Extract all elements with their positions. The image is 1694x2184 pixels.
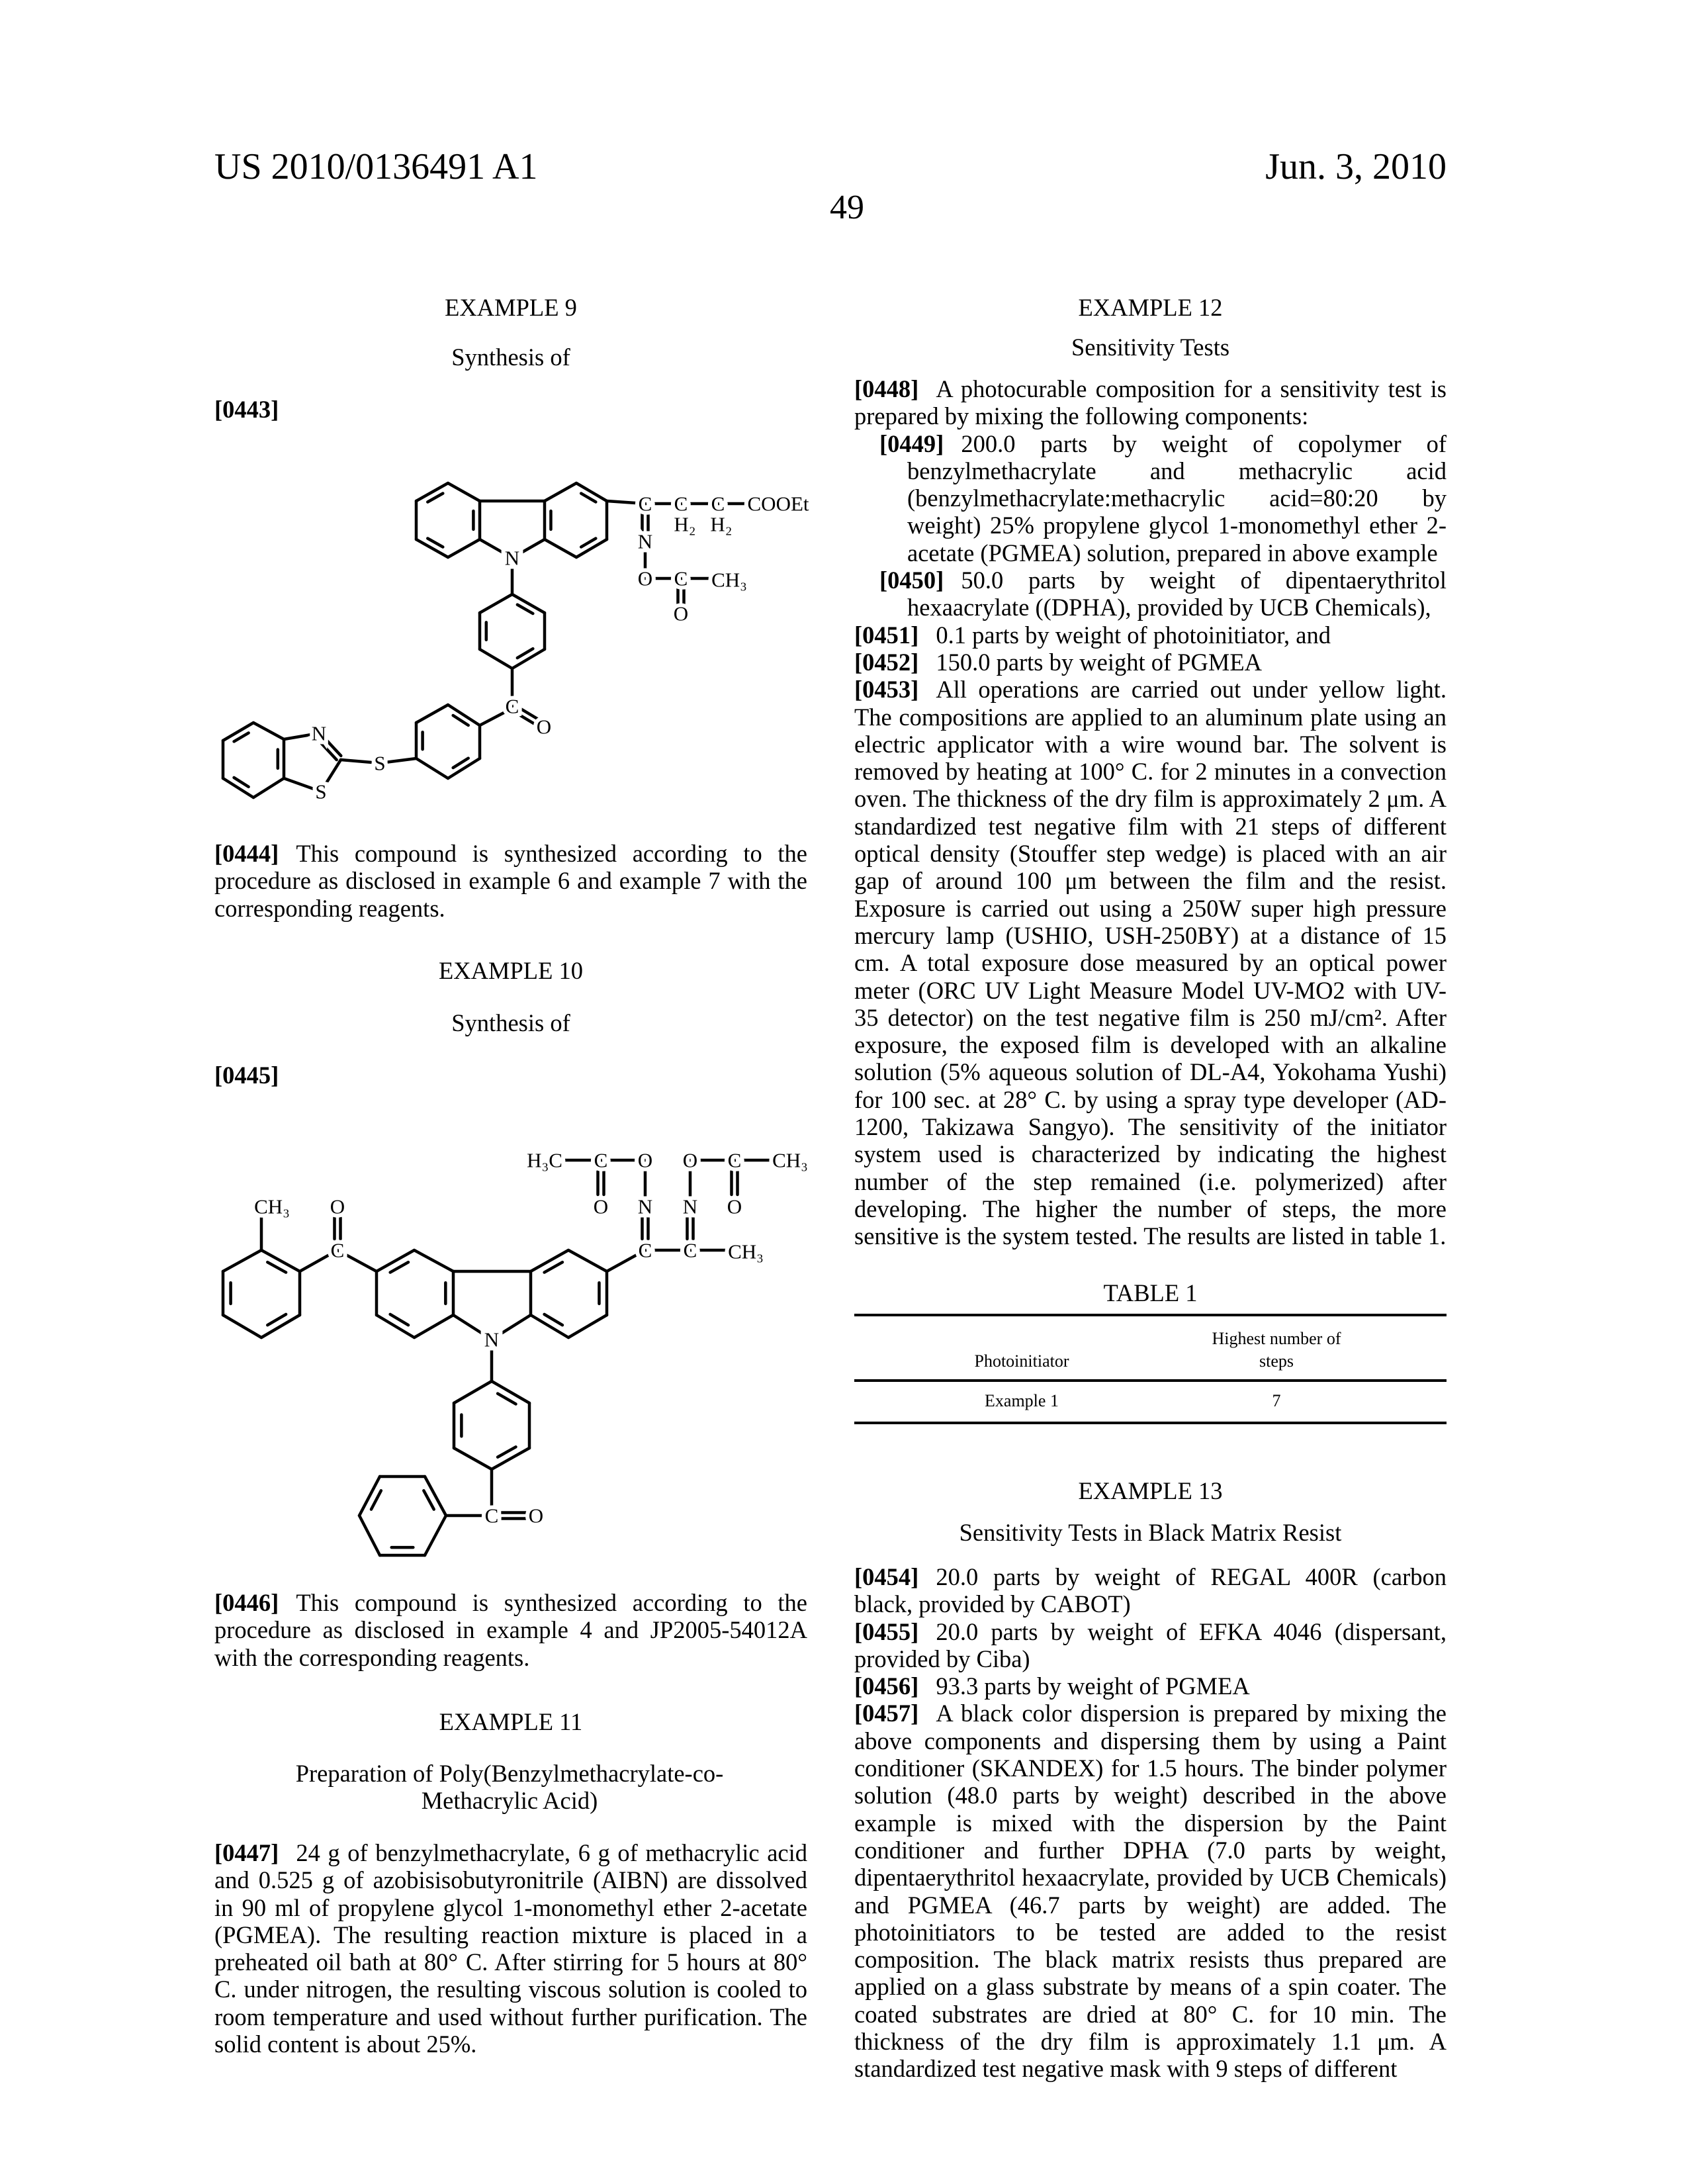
paragraph-number: [0454] [854,1563,918,1590]
patent-number: US 2010/0136491 A1 [214,146,538,188]
table-cell-photoinitiator: Example 1 [922,1390,1121,1412]
atom-label: O [529,1504,543,1527]
atom-label: O [594,1195,608,1218]
table-header-photoinitiator: Photoinitiator [922,1350,1121,1373]
atom-label: C [674,492,688,516]
atom-label: COOEt [748,492,809,516]
atom-label: O [683,1149,697,1172]
example-12-subtitle: Sensitivity Tests [854,334,1447,361]
atom-label: H₂ [710,513,732,536]
ring-bond [480,649,512,668]
atom-label: S [315,780,326,803]
atom-label: O [638,567,652,590]
chemical-structures [0,0,1694,2184]
ring-bond [454,1448,492,1469]
example-10-subtitle: Synthesis of [214,1009,807,1036]
paragraph-number: [0455] [854,1618,918,1645]
ring-bond [223,1315,261,1338]
atom-label: C [639,492,652,516]
paragraph-number: [0444] [214,840,279,867]
paragraph-text: 24 g of benzylmethacrylate, 6 g of methacrylic acid and 0.525 g of azobisisobutyronitrile (AIBN) are dissolved in 90 ml of propylene glycol 1-monomethyl ether 2-acetate (PGMEA). The resulting reaction mixture is placed in a preheated oil bath at 80° C. After stirring for 5 hours at 80° C. under nitrogen, the resulting viscous solution is cooled to room temperature and used without further purification. The solid content is about 25%. [214,1839,807,2058]
atom-label: O [638,1149,652,1172]
publication-date: Jun. 3, 2010 [1265,146,1447,188]
paragraph-number: [0453] [854,676,918,703]
paragraph-number: [0450] [879,567,944,594]
ring-bond [545,539,576,557]
paragraph-number: [0457] [854,1700,918,1727]
paragraph-text: All operations are carried out under yellow light. The compositions are applied to an aluminum plate using an electric applicator with a wire wound bar. The solvent is removed by heating at 100° C. for 2 minutes in a convection oven. The thickness of the dry film is approximately 2 μm. A standardized test negative film with 21 steps of different optical density (Stouffer step wedge) is placed with an air gap of around 100 μm between the film and the resist. Exposure is carried out using a 250W super high pressure mercury lamp (USHIO, USH-250BY) at a distance of 15 cm. A total exposure dose measured by an optical power meter (ORC UV Light Measure Model UV-MO2 with UV-35 detector) on the test negative film is 250 mJ/cm². After exposure, the exposed film is developed with an alkaline solution (5% aqueous solution of DL-A4, Yokohama Yushi) for 100 sec. at 28° C. by using a spray type developer (AD-1200, Takizawa Sangyo). The sensitivity of the initiator system used is characterized by indicating the highest number of the step remained (i.e. polymerized) after developing. The higher the number of steps, the more sensitive is the system tested. The results are listed in table 1. [854,676,1447,1250]
atom-label: CH₃ [254,1195,290,1218]
atom-label: C [639,1239,652,1262]
paragraph-number: [0451] [854,621,918,649]
atom-label: C [674,567,688,590]
table-title: TABLE 1 [854,1279,1447,1306]
paragraph-text: This compound is synthesized according to the procedure as disclosed in example 4 and JP2005-54012A with the corresponding reagents. [214,1589,807,1671]
paragraph-number: [0449] [879,430,944,457]
ring-bond [568,1315,607,1338]
example-11-subtitle: Preparation of Poly(Benzylmethacrylate-co-Methacrylic Acid) [251,1760,768,1815]
atom-label: C [485,1504,499,1527]
ring-bond [448,483,480,501]
table-cell-steps: 7 [1210,1390,1343,1412]
ring-bond [414,1315,453,1338]
atom-label: C [684,1239,697,1262]
atom-label: O [674,602,688,625]
ring-bond [359,1516,380,1555]
ring-bond [568,1250,607,1271]
atom-label: N [484,1328,499,1351]
paragraph-text: 93.3 parts by weight of PGMEA [936,1672,1249,1700]
table-header-steps: Highest number of steps [1210,1328,1343,1373]
example-10-title: EXAMPLE 10 [214,957,807,984]
aromatic-inner-bond [371,1490,381,1509]
paragraph-number: [0445] [214,1062,279,1089]
paragraph-text: 20.0 parts by weight of REGAL 400R (carbon black, provided by CABOT) [854,1563,1447,1617]
paragraph-text: 200.0 parts by weight of copolymer of benzylmethacrylate and methacrylic acid (benzylmethacrylate:methacrylic acid=80:20 by weight) 25% propylene glycol 1-monomethyl ether 2-acetate (PGMEA) solution, prepared in above example [907,430,1447,567]
ring-bond [480,594,512,613]
paragraph-text: 20.0 parts by weight of EFKA 4046 (dispersant, provided by Ciba) [854,1618,1447,1672]
paragraph-text: A black color dispersion is prepared by mixing the above components and dispersing them by using a Paint conditioner (SKANDEX) for 1.5 hours. The binder polymer solution (48.0 parts by weight) described in the above example is mixed with the dispersion by the Paint conditioner and further DPHA (7.0 parts by weight, dipentaerythritol hexaacrylate, provided by UCB Chemicals) and PGMEA (46.7 parts by weight) are added. The photoinitiators to be tested are added to the resist composition. The black matrix resists thus prepared are applied on a glass substrate by means of a spin coater. The coated substrates are dried at 80° C. for 10 min. The thickness of the dry film is approximately 1.1 μm. A standardized test negative mask with 9 steps of different [854,1700,1447,2082]
atom-label: CH₃ [772,1149,808,1172]
paragraph-number: [0446] [214,1589,279,1616]
example-13-title: EXAMPLE 13 [854,1477,1447,1504]
atom-label: N [638,530,652,553]
paragraph-number: [0447] [214,1839,279,1866]
atom-label: CH₃ [711,569,747,592]
paragraph-text: This compound is synthesized according to the procedure as disclosed in example 6 and example 7 with the corresponding reagents. [214,840,807,922]
example-11-title: EXAMPLE 11 [214,1708,807,1735]
ring-bond [454,1381,492,1403]
paragraph-number: [0456] [854,1672,918,1700]
atom-label: N [638,1195,652,1218]
compound-0443-structure [223,483,809,803]
compound-0445-structure [223,1149,808,1556]
atom-label: O [727,1195,742,1218]
atom-label: CH₃ [728,1240,764,1263]
example-13-subtitle: Sensitivity Tests in Black Matrix Resist [854,1519,1447,1546]
double-bond [324,738,341,756]
ring-bond [448,539,480,557]
example-9-subtitle: Synthesis of [214,343,807,371]
atom-label: C [506,695,519,718]
ring-bond [425,1516,446,1555]
atom-label: N [683,1195,697,1218]
ring-bond [414,1250,453,1271]
paragraph-text: 150.0 parts by weight of PGMEA [936,649,1262,676]
paragraph-text: 50.0 parts by weight of dipentaerythritol hexaacrylate ((DPHA), provided by UCB Chemicals), [907,567,1447,621]
ring-bond [253,778,284,797]
ring-bond [223,1250,261,1271]
paragraph-text: 0.1 parts by weight of photoinitiator, and [936,621,1331,649]
ring-bond [253,723,284,739]
page-number: 49 [0,188,1694,227]
atom-label: N [505,547,519,570]
atom-label: H₂ [674,513,695,536]
atom-label: H₃C [527,1149,562,1172]
atom-label: C [331,1239,345,1262]
paragraph-text: A photocurable composition for a sensitivity test is prepared by mixing the following components: [854,375,1447,430]
atom-label: O [330,1195,345,1218]
atom-label: C [728,1149,742,1172]
atom-label: C [594,1149,608,1172]
example-9-title: EXAMPLE 9 [214,294,807,321]
bond [480,711,506,725]
atom-label: N [312,722,326,745]
atom-label: S [374,752,385,775]
paragraph-number: [0452] [854,649,918,676]
example-12-title: EXAMPLE 12 [854,294,1447,321]
ring-bond [416,705,448,723]
atom-label: O [537,715,551,739]
paragraph-number: [0448] [854,375,918,402]
ring-bond [416,758,448,778]
paragraph-number: [0443] [214,396,279,423]
ring-bond [545,483,576,501]
atom-label: C [711,492,725,516]
